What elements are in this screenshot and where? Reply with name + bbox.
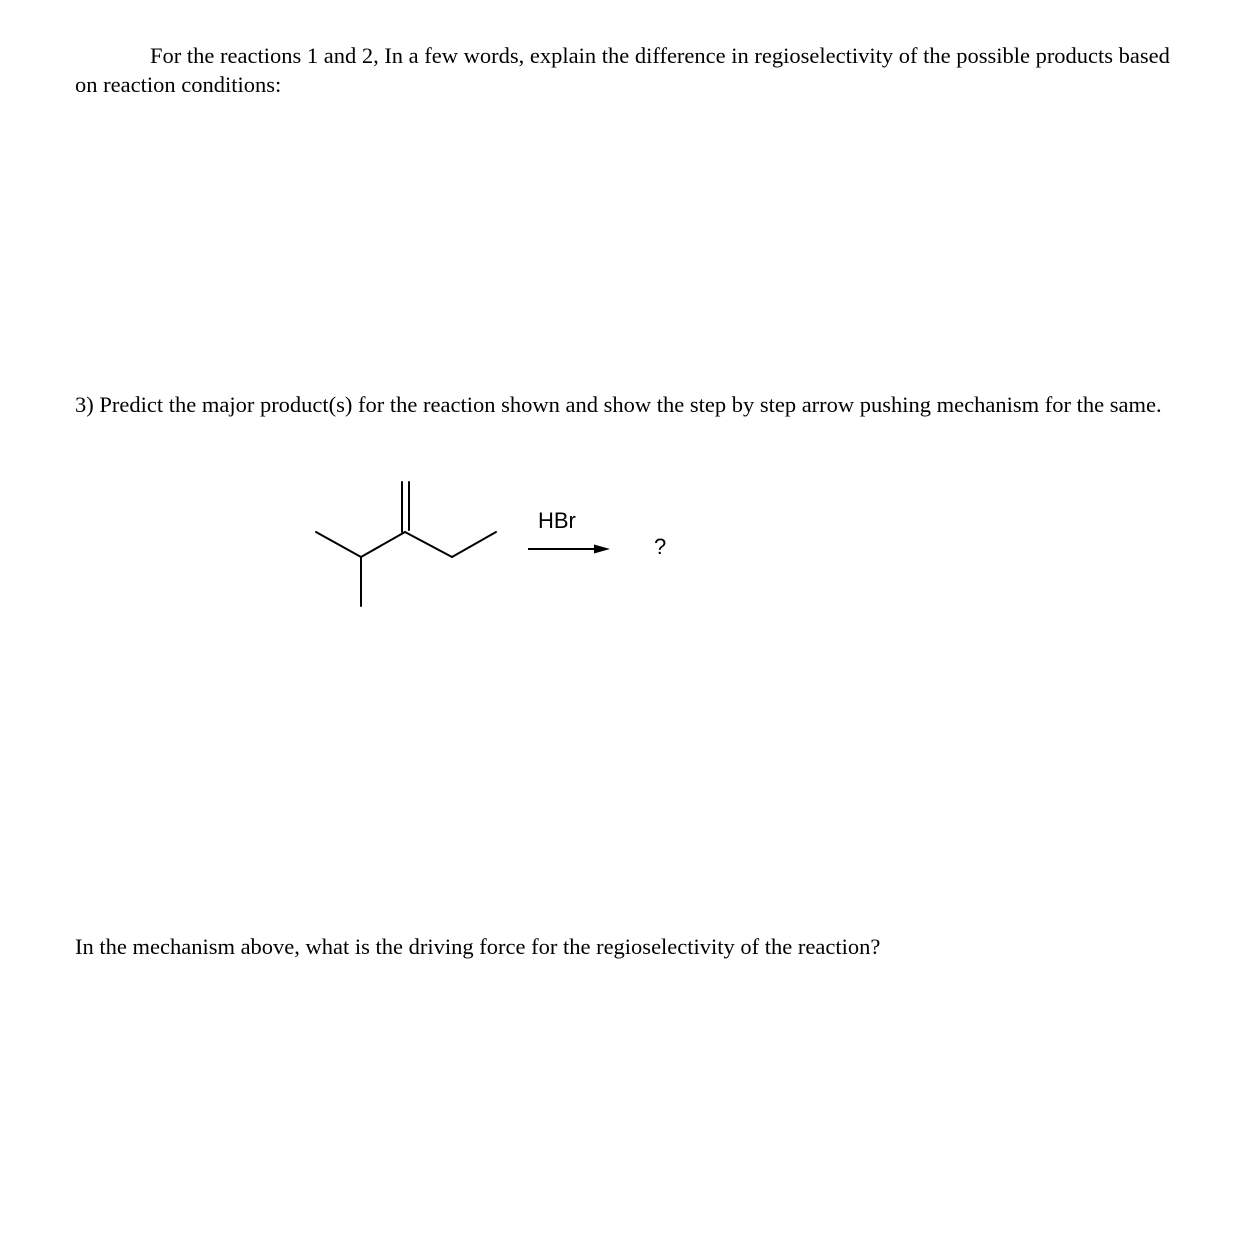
- bond-left-methyl: [316, 532, 361, 557]
- reagent-label: HBr: [538, 508, 576, 533]
- question-driving-force: In the mechanism above, what is the driving force for the regioselectivity of the reaction?: [75, 934, 881, 959]
- bond-ethyl-ch3: [452, 532, 496, 557]
- bond-to-ethyl-ch2: [405, 532, 452, 557]
- reaction-arrow-head: [594, 545, 610, 554]
- unknown-product-label: ?: [654, 534, 667, 559]
- question-regioselectivity-intro: For the reactions 1 and 2, In a few words, explain the difference in regioselectivity of the possible products based on reaction conditions:: [75, 43, 1170, 97]
- reaction-scheme: [300, 470, 700, 620]
- reactant-structure: [316, 482, 496, 606]
- bond-to-alkene-carbon: [361, 532, 405, 557]
- question-3-predict-product: 3) Predict the major product(s) for the reaction shown and show the step by step arrow pushing mechanism for the same.: [75, 392, 1162, 417]
